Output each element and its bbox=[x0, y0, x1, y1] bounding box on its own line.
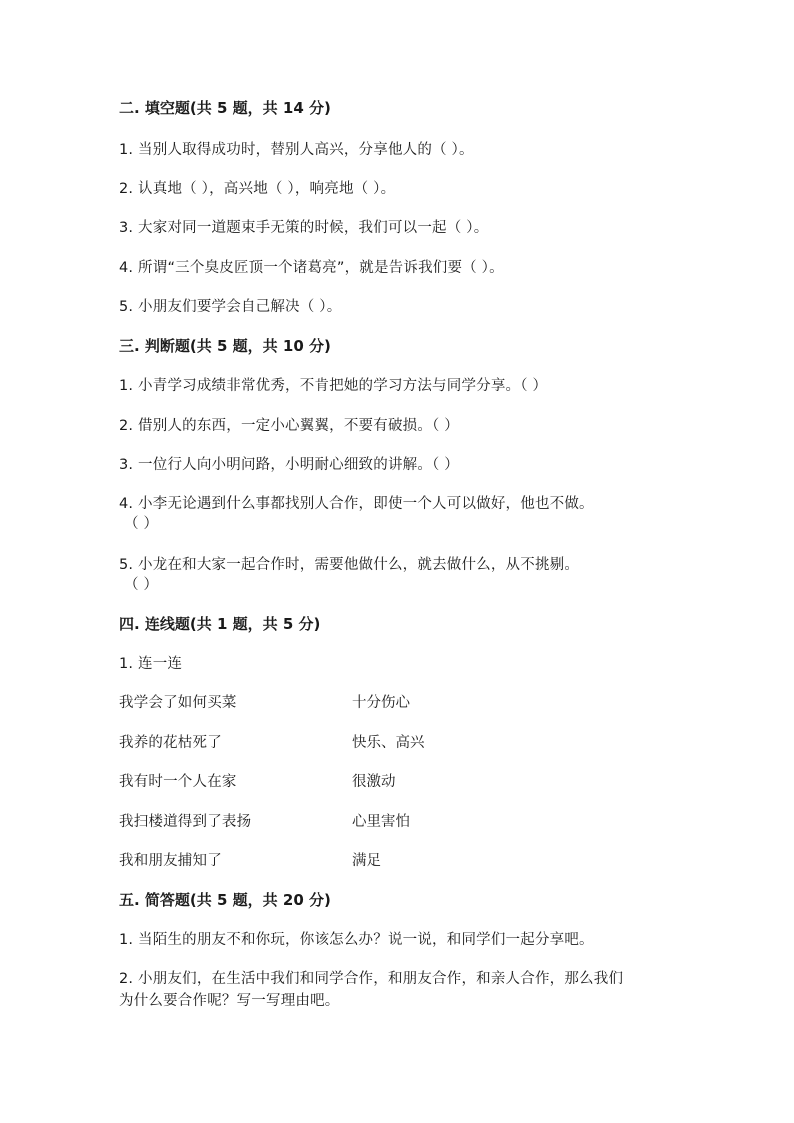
section-title-fill-in: 二. 填空题(共 5 题，共 14 分) bbox=[119, 99, 331, 117]
question-text: 1. 连一连 bbox=[119, 656, 183, 672]
matching-right-item: 满足 bbox=[352, 853, 381, 869]
question-text: 2. 借别人的东西，一定小心翼翼，不要有破损。（ ） bbox=[119, 418, 460, 434]
question-text: 4. 所谓“三个臭皮匠顶一个诸葛亮”，就是告诉我们要（ ）。 bbox=[119, 260, 504, 276]
matching-left-item: 我扫楼道得到了表扬 bbox=[119, 814, 252, 830]
answer-blank: （ ） bbox=[124, 577, 159, 593]
question-text: 2. 认真地（ ），高兴地（ ），响亮地（ ）。 bbox=[119, 181, 396, 197]
question-text: 5. 小龙在和大家一起合作时，需要他做什么，就去做什么，从不挑剔。 bbox=[119, 557, 580, 573]
section-title-matching: 四. 连线题(共 1 题，共 5 分) bbox=[119, 615, 321, 633]
question-text: 5. 小朋友们要学会自己解决（ ）。 bbox=[119, 299, 342, 315]
matching-right-item: 十分伤心 bbox=[352, 695, 410, 711]
matching-right-item: 心里害怕 bbox=[352, 814, 410, 830]
question-text: 4. 小李无论遇到什么事都找别人合作，即使一个人可以做好，他也不做。 bbox=[119, 496, 594, 512]
question-text: 1. 小青学习成绩非常优秀，不肯把她的学习方法与同学分享。（ ） bbox=[119, 378, 548, 394]
section-title-true-false: 三. 判断题(共 5 题，共 10 分) bbox=[119, 337, 331, 355]
matching-left-item: 我有时一个人在家 bbox=[119, 774, 237, 790]
matching-left-item: 我和朋友捕知了 bbox=[119, 853, 222, 869]
question-text: 2. 小朋友们，在生活中我们和同学合作，和朋友合作，和亲人合作，那么我们 bbox=[119, 971, 624, 987]
question-text-continued: 为什么要合作呢？写一写理由吧。 bbox=[119, 993, 340, 1009]
question-text: 3. 一位行人向小明问路，小明耐心细致的讲解。（ ） bbox=[119, 457, 460, 473]
matching-right-item: 很激动 bbox=[352, 774, 396, 790]
question-text: 1. 当别人取得成功时，替别人高兴，分享他人的（ ）。 bbox=[119, 142, 474, 158]
matching-left-item: 我学会了如何买菜 bbox=[119, 695, 237, 711]
question-text: 3. 大家对同一道题束手无策的时候，我们可以一起（ ）。 bbox=[119, 220, 489, 236]
answer-blank: （ ） bbox=[124, 516, 159, 532]
matching-right-item: 快乐、高兴 bbox=[352, 735, 425, 751]
section-title-short-answer: 五. 简答题(共 5 题，共 20 分) bbox=[119, 891, 331, 909]
question-text: 1. 当陌生的朋友不和你玩，你该怎么办？说一说，和同学们一起分享吧。 bbox=[119, 932, 594, 948]
matching-left-item: 我养的花枯死了 bbox=[119, 735, 222, 751]
